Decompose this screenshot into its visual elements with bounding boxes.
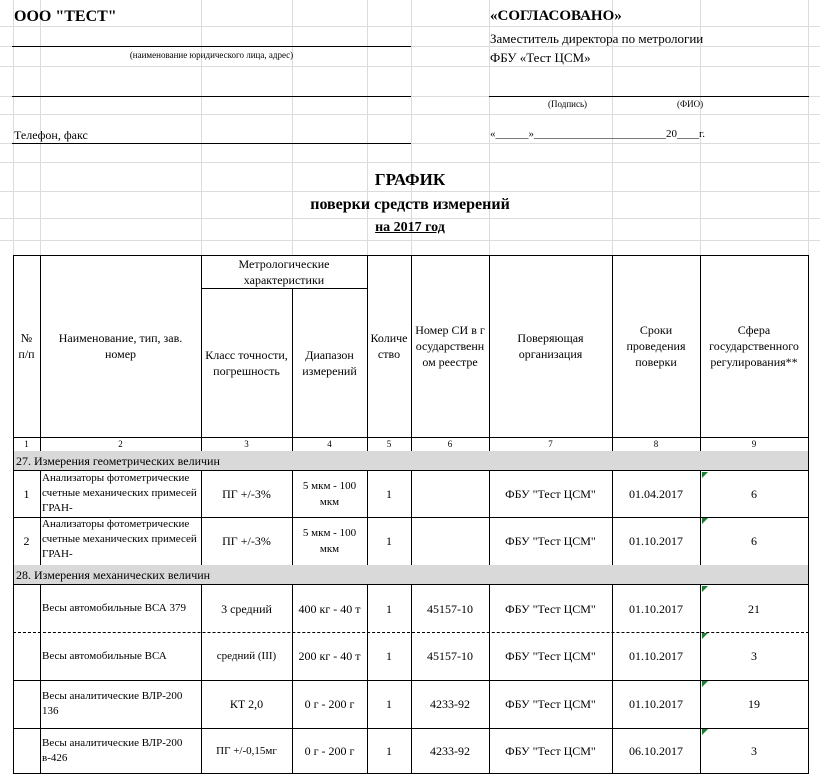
- table-border-v: [40, 255, 41, 451]
- gridline-v: [367, 0, 368, 255]
- table-border-v: [411, 517, 412, 565]
- header-dates: Сроки проведения поверки: [626, 323, 686, 369]
- table-border-v: [292, 680, 293, 728]
- cell-comment-indicator-icon[interactable]: [702, 518, 708, 524]
- cell-date: 01.04.2017: [629, 487, 683, 501]
- gridline-h: [0, 114, 820, 115]
- cell-org: ФБУ "Тест ЦСМ": [505, 743, 596, 758]
- cell-num: 1: [23, 487, 30, 501]
- table-border-v: [201, 517, 202, 565]
- table-border-v: [292, 585, 293, 632]
- table-border-v: [700, 255, 701, 451]
- header-sphere: Сфера государственного регулирования**: [709, 323, 799, 369]
- cell-reg: 4233-92: [430, 697, 470, 711]
- table-border-v: [201, 632, 202, 680]
- table-border-v: [612, 585, 613, 632]
- cell-sphere: 21: [748, 601, 760, 616]
- cell-org: ФБУ "Тест ЦСМ": [505, 601, 596, 616]
- org-name: ООО "ТЕСТ": [14, 8, 117, 25]
- header-metrological: Метрологические характеристики: [238, 256, 330, 287]
- column-number: 7: [548, 439, 553, 449]
- gridline-h: [0, 191, 820, 192]
- cell-date: 06.10.2017: [629, 743, 683, 758]
- table-border-v: [13, 471, 14, 517]
- gridline-h: [0, 162, 820, 163]
- column-number: 3: [244, 439, 249, 449]
- cell-range: 5 мкм - 100 мкм: [302, 480, 357, 508]
- column-number: 4: [327, 439, 332, 449]
- table-border-v: [612, 471, 613, 517]
- table-border-v: [367, 728, 368, 773]
- gridline-v: [201, 0, 202, 255]
- table-border-v: [40, 517, 41, 565]
- cell-num: [13, 728, 40, 773]
- table-border-v: [489, 255, 490, 451]
- table-border-v: [489, 517, 490, 565]
- table-border-v: [13, 680, 14, 728]
- cell-reg: 45157-10: [427, 601, 473, 616]
- approval-title: «СОГЛАСОВАНО»: [490, 8, 622, 24]
- table-border-v: [292, 517, 293, 565]
- cell-sphere: 6: [751, 534, 757, 548]
- table-border-v: [411, 471, 412, 517]
- org-name-caption: (наименование юридического лица, адрес): [129, 50, 294, 60]
- table-border-v: [612, 728, 613, 773]
- table-border-v: [489, 471, 490, 517]
- cell-comment-indicator-icon[interactable]: [702, 472, 708, 478]
- table-border-v: [367, 255, 368, 451]
- cell-qty: 1: [386, 697, 392, 711]
- table-border-v: [367, 517, 368, 565]
- table-border-v: [13, 451, 14, 471]
- cell-num: 2: [23, 534, 30, 548]
- table-border-v: [40, 728, 41, 773]
- gridline-h: [0, 218, 820, 219]
- table-border-v: [201, 471, 202, 517]
- table-border-v: [808, 565, 809, 585]
- header-class: Класс точности, погрешность: [205, 347, 288, 378]
- header-name: Наименование, тип, зав. номер: [58, 331, 183, 361]
- table-border-v: [411, 632, 412, 680]
- table-border-v: [13, 565, 14, 585]
- table-border-v: [489, 585, 490, 632]
- cell-org: ФБУ "Тест ЦСМ": [505, 697, 596, 711]
- table-border-v: [367, 471, 368, 517]
- gridline-v: [292, 0, 293, 255]
- table-border-v: [40, 471, 41, 517]
- phone-label: Телефон, факс: [14, 128, 88, 142]
- cell-reg: 45157-10: [427, 649, 473, 663]
- table-border-v: [808, 728, 809, 773]
- table-border-v: [808, 451, 809, 471]
- approval-position: Заместитель директора по метрологии: [490, 31, 704, 46]
- table-border-v: [489, 632, 490, 680]
- cell-date: 01.10.2017: [629, 649, 683, 663]
- table-border-h: [13, 773, 809, 774]
- header-registry-number: Номер СИ в государственном реестре: [415, 323, 485, 369]
- column-number: 6: [447, 439, 453, 449]
- table-border-v: [367, 632, 368, 680]
- cell-range: 0 г - 200 г: [304, 743, 355, 758]
- cell-org: ФБУ "Тест ЦСМ": [505, 487, 596, 501]
- table-border-v: [808, 680, 809, 728]
- section-header: 27. Измерения геометрических величин: [13, 451, 808, 471]
- table-border-v: [612, 255, 613, 451]
- table-border-v: [201, 680, 202, 728]
- column-number: 5: [386, 439, 392, 449]
- cell-comment-indicator-icon[interactable]: [702, 586, 708, 592]
- cell-qty: 1: [386, 743, 392, 758]
- cell-date: 01.10.2017: [629, 534, 683, 548]
- cell-qty: 1: [386, 649, 392, 663]
- cell-class: ПГ +/-0,15мг: [216, 744, 277, 757]
- table-border-v: [808, 517, 809, 565]
- gridline-v: [808, 0, 809, 255]
- cell-date: 01.10.2017: [629, 601, 683, 616]
- table-border-v: [13, 517, 14, 565]
- table-border-v: [808, 255, 809, 451]
- column-number: 9: [751, 439, 757, 449]
- cell-class: 3 средний: [221, 601, 272, 616]
- table-border-v: [40, 632, 41, 680]
- table-border-v: [808, 585, 809, 632]
- cell-range: 0 г - 200 г: [304, 697, 355, 711]
- signature-caption: (Подпись): [548, 99, 588, 109]
- table-border-v: [808, 632, 809, 680]
- cell-sphere: 3: [751, 649, 757, 663]
- table-border-v: [13, 728, 14, 773]
- header-quantity: Количество: [370, 331, 408, 361]
- approval-organization: ФБУ «Тест ЦСМ»: [490, 50, 591, 65]
- table-border-v: [13, 585, 14, 632]
- table-border-v: [13, 255, 14, 451]
- cell-num: [13, 632, 40, 680]
- cell-name: Анализаторы фотометрические счетные механических примесей ГРАН-: [42, 472, 197, 514]
- cell-name: Весы автомобильные ВСА: [42, 649, 167, 662]
- table-border-v: [700, 471, 701, 517]
- cell-sphere: 19: [748, 697, 760, 711]
- table-border-v: [700, 728, 701, 773]
- cell-sphere: 3: [751, 743, 757, 758]
- org-address-underline: [12, 96, 411, 97]
- cell-name: Весы аналитические ВЛР-200 в-426: [42, 736, 183, 764]
- table-border-h: [201, 288, 368, 289]
- column-number: 2: [118, 439, 123, 449]
- table-border-v: [201, 585, 202, 632]
- section-header: 28. Измерения механических величин: [13, 565, 808, 585]
- table-border-v: [700, 632, 701, 680]
- column-number: 1: [24, 439, 29, 449]
- fio-caption: (ФИО): [677, 99, 704, 109]
- cell-date: 01.10.2017: [629, 697, 683, 711]
- cell-class: КТ 2,0: [229, 697, 264, 711]
- cell-reg: [411, 517, 489, 565]
- table-border-v: [292, 288, 293, 451]
- cell-range: 200 кг - 40 т: [298, 649, 361, 663]
- cell-qty: 1: [386, 534, 392, 548]
- cell-range: 5 мкм - 100 мкм: [302, 527, 357, 555]
- header-organization: Поверяющая организация: [517, 331, 584, 361]
- table-border-v: [489, 680, 490, 728]
- cell-qty: 1: [386, 601, 392, 616]
- approval-date-line: «______»________________________20____г.: [490, 128, 706, 140]
- table-border-v: [292, 728, 293, 773]
- cell-name: Весы автомобильные ВСА 379: [42, 602, 186, 614]
- gridline-v: [411, 0, 412, 255]
- cell-reg: 4233-92: [430, 743, 470, 758]
- cell-class: средний (III): [216, 650, 277, 662]
- table-border-v: [612, 517, 613, 565]
- document-subtitle: поверки средств измерений: [310, 196, 510, 213]
- cell-num: [13, 680, 40, 728]
- header-range: Диапазон измерений: [302, 347, 357, 378]
- cell-reg: [411, 471, 489, 517]
- table-border-v: [367, 680, 368, 728]
- signature-underline: [489, 96, 809, 97]
- table-border-v: [367, 585, 368, 632]
- cell-name: Весы аналитические ВЛР-200 136: [42, 690, 183, 717]
- table-border-v: [292, 632, 293, 680]
- cell-comment-indicator-icon[interactable]: [702, 729, 708, 735]
- phone-underline: [12, 143, 411, 144]
- cell-range: 400 кг - 40 т: [298, 601, 361, 616]
- table-border-v: [411, 680, 412, 728]
- column-number: 8: [653, 439, 659, 449]
- table-border-v: [411, 728, 412, 773]
- cell-org: ФБУ "Тест ЦСМ": [505, 534, 596, 548]
- table-border-v: [808, 471, 809, 517]
- table-border-v: [700, 680, 701, 728]
- document-title: ГРАФИК: [374, 170, 446, 189]
- cell-qty: 1: [386, 487, 392, 501]
- gridline-h: [0, 26, 820, 27]
- cell-num: [13, 585, 40, 632]
- table-border-v: [612, 680, 613, 728]
- cell-class: ПГ +/-3%: [222, 534, 271, 548]
- table-border-v: [40, 680, 41, 728]
- cell-name: Анализаторы фотометрические счетные механических примесей ГРАН-: [42, 518, 197, 560]
- table-border-v: [13, 632, 14, 680]
- table-border-v: [411, 255, 412, 451]
- header-num: № п/п: [18, 331, 35, 361]
- table-border-v: [201, 728, 202, 773]
- table-border-v: [489, 728, 490, 773]
- table-border-v: [612, 632, 613, 680]
- table-border-v: [411, 585, 412, 632]
- cell-sphere: 6: [751, 487, 757, 501]
- table-border-v: [40, 585, 41, 632]
- table-border-v: [292, 471, 293, 517]
- gridline-h: [0, 66, 820, 67]
- cell-org: ФБУ "Тест ЦСМ": [505, 649, 596, 663]
- document-year: на 2017 год: [375, 220, 445, 235]
- table-border-v: [700, 517, 701, 565]
- table-border-v: [201, 255, 202, 451]
- cell-comment-indicator-icon[interactable]: [702, 633, 708, 639]
- org-name-underline: [12, 46, 411, 47]
- cell-comment-indicator-icon[interactable]: [702, 681, 708, 687]
- gridline-h: [0, 240, 820, 241]
- cell-class: ПГ +/-3%: [222, 487, 271, 501]
- table-border-v: [700, 585, 701, 632]
